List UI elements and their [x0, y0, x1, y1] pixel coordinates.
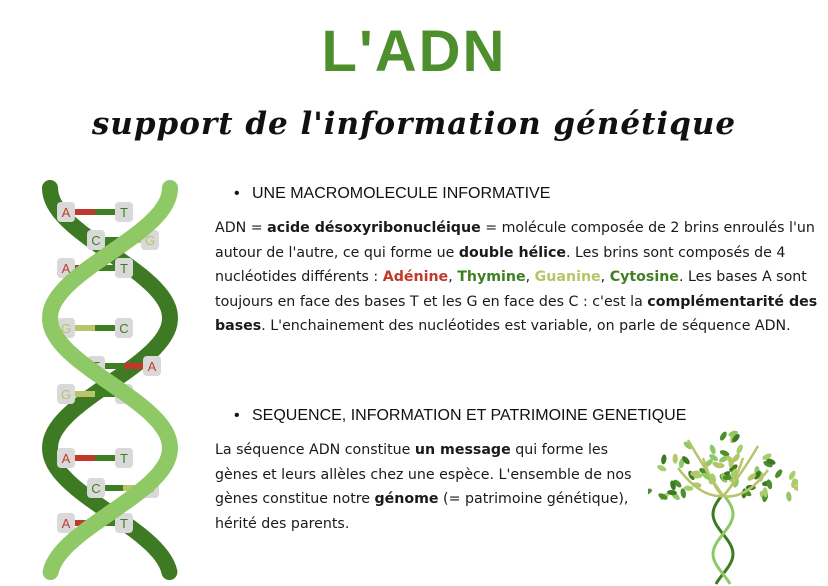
base-label-left	[57, 513, 75, 533]
term-adenine: Adénine	[382, 269, 449, 285]
base-letter: C	[119, 387, 129, 402]
term-message: un message	[414, 442, 511, 458]
leaf	[661, 454, 668, 465]
dna-tree-illustration	[648, 428, 798, 586]
leaf	[735, 444, 744, 455]
base-label-left	[87, 478, 105, 498]
leaf	[718, 430, 728, 441]
bullet-icon: •	[234, 185, 240, 202]
term-cytosine: Cytosine	[609, 269, 679, 285]
term-genome: génome	[374, 491, 439, 507]
leaf	[673, 454, 678, 464]
base-label-left	[57, 448, 75, 468]
term-complementarite: complémentarité des bases	[215, 293, 818, 334]
base-letter: T	[120, 516, 128, 531]
base-label-right	[143, 356, 161, 376]
leaf	[709, 444, 717, 455]
base-label-left	[87, 230, 105, 250]
base-label-right	[115, 202, 133, 222]
section-heading-macromolecule	[234, 185, 550, 203]
text-span: . L'enchainement des nucléotides est variable, on parle de séquence ADN.	[261, 318, 791, 334]
text-span: La séquence ADN constitue	[215, 442, 415, 458]
paragraph-macromolecule	[215, 216, 820, 339]
base-label-right	[115, 448, 133, 468]
leaf	[766, 479, 774, 490]
base-label-left	[57, 202, 75, 222]
text-span: ADN =	[215, 220, 268, 236]
term-acide-desoxyribonucleique: acide désoxyribonucléique	[267, 220, 481, 236]
text-span: = molécule composée de 2 brins enroulés l'un autour de l'autre, ce qui forme ue	[215, 220, 815, 261]
term-double-helice: double hélice	[458, 244, 566, 261]
text-span: . Les bases A sont toujours en face des bases T et les G en face des C : c'est la	[215, 269, 807, 310]
base-letter: T	[120, 451, 128, 466]
base-label-left	[57, 384, 75, 404]
base-letter: A	[61, 261, 71, 276]
dna-helix-illustration	[30, 180, 190, 580]
base-letter: A	[61, 451, 71, 466]
bullet-icon: •	[234, 407, 240, 424]
page-subtitle: support de l'information génétique	[91, 106, 737, 142]
base-letter: A	[61, 516, 71, 531]
base-letter: G	[144, 233, 156, 248]
base-letter: A	[61, 205, 71, 220]
base-letter: G	[60, 321, 72, 336]
leaf	[786, 491, 793, 502]
base-letter: C	[91, 233, 101, 248]
text-span: qui forme les gènes et leurs allèles chez une espèce. L'ensemble de nos gènes constitue notre	[215, 442, 632, 507]
term-thymine: Thymine	[457, 269, 526, 285]
base-letter: T	[120, 205, 128, 220]
base-letter: G	[144, 481, 156, 496]
base-letter: C	[119, 321, 129, 336]
tree-strand	[713, 494, 733, 584]
paragraph-sequence	[215, 438, 635, 536]
tree-strand	[713, 494, 733, 584]
leaf	[774, 468, 784, 479]
base-letter: G	[60, 387, 72, 402]
base-letter: T	[92, 359, 100, 374]
base-letter: T	[120, 261, 128, 276]
text-span: ,	[448, 269, 458, 285]
section-heading-sequence	[234, 407, 686, 425]
section-heading-text: UNE MACROMOLECULE INFORMATIVE	[252, 185, 551, 202]
base-label-right	[115, 258, 133, 278]
text-span: ,	[525, 269, 535, 285]
section-heading-text: SEQUENCE, INFORMATION ET PATRIMOINE GENETIQUE	[252, 407, 687, 424]
text-span: . Les brins sont composés de 4 nucléotides différents :	[215, 244, 786, 285]
leaf	[648, 487, 653, 496]
text-span: (= patrimoine génétique), hérité des parents.	[215, 491, 629, 532]
term-guanine: Guanine	[534, 269, 601, 285]
base-letter: C	[91, 481, 101, 496]
base-letter: A	[147, 359, 157, 374]
text-span: ,	[600, 269, 610, 285]
base-label-right	[115, 318, 133, 338]
page-title: L'ADN	[321, 19, 507, 84]
leaf	[656, 464, 667, 473]
